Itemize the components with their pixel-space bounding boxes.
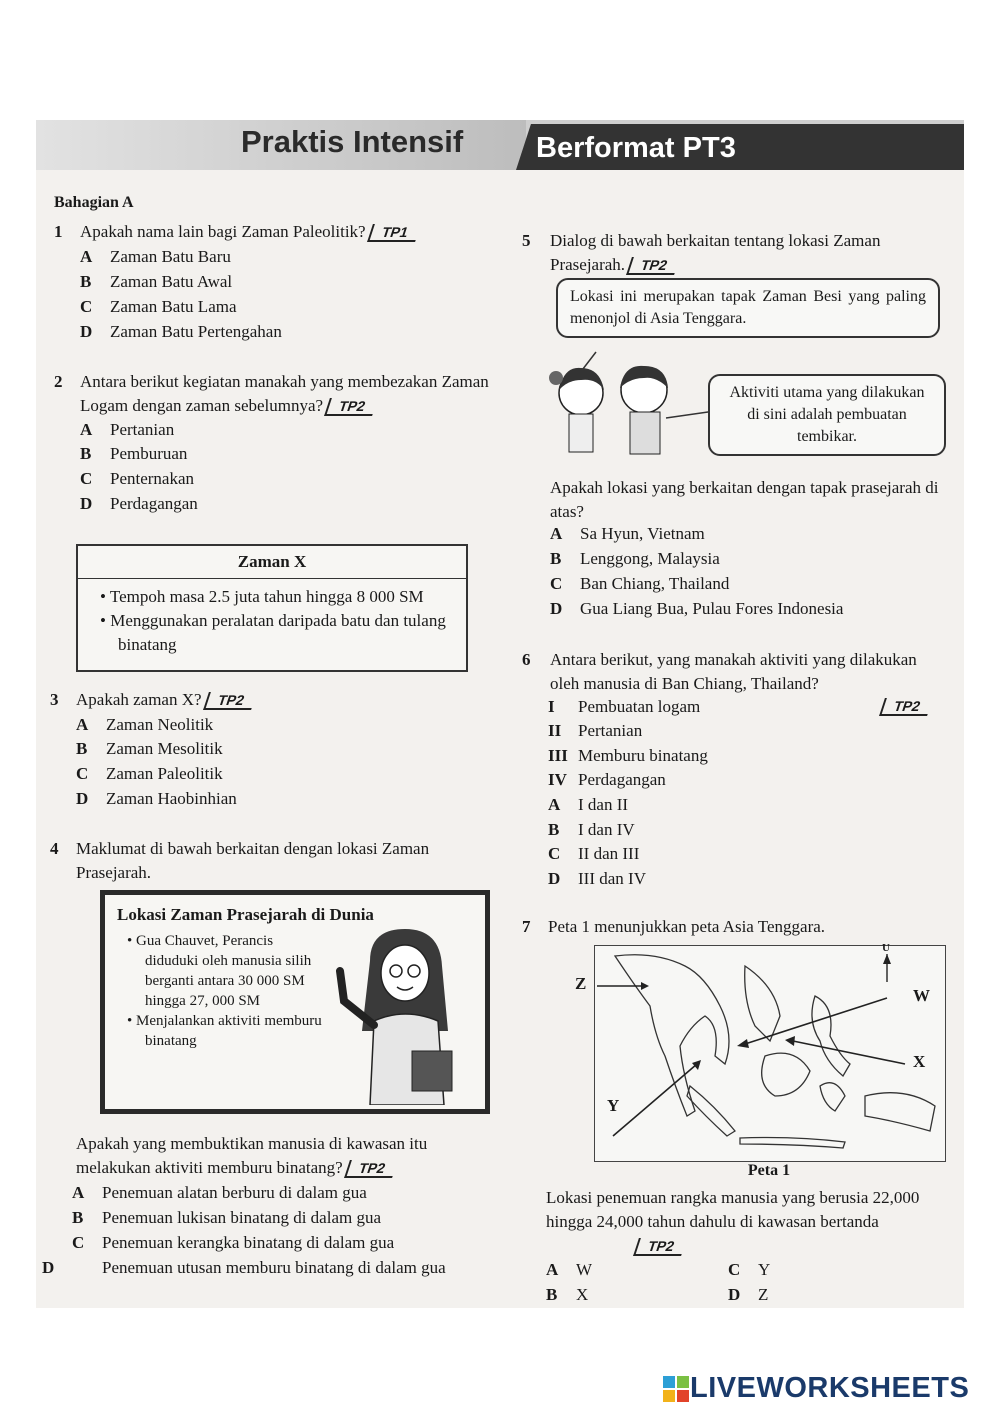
q4-option-a[interactable]: A Penemuan alatan berburu di dalam gua bbox=[72, 1183, 367, 1202]
q4-board bbox=[100, 890, 490, 1114]
q3-number: 3 bbox=[50, 690, 59, 709]
q7-number: 7 bbox=[522, 917, 531, 936]
q3-option-a[interactable]: A Zaman Neolitik bbox=[76, 715, 214, 734]
map-caption: Peta 1 bbox=[747, 1162, 791, 1179]
q6-roman-2: II Pertanian bbox=[548, 721, 643, 740]
q7-option-a[interactable]: A W bbox=[546, 1260, 593, 1279]
q5-option-c[interactable]: C Ban Chiang, Thailand bbox=[550, 574, 730, 593]
map-label-w: W bbox=[913, 986, 930, 1005]
map-label-z: Z bbox=[575, 974, 587, 993]
q4-number: 4 bbox=[50, 839, 59, 858]
q3-text bbox=[76, 688, 253, 712]
q1-option-c[interactable]: C Zaman Batu Lama bbox=[80, 297, 237, 316]
q6-text: Antara berikut, yang manakah aktiviti yang dilakukan oleh manusia di Ban Chiang, Thailand? bbox=[550, 650, 917, 693]
q2-option-a[interactable]: A Pertanian bbox=[80, 420, 175, 439]
q4-board-item: • Gua Chauvet, Perancis diduduki oleh manusia silih berganti antara 30 000 SM hingga 27, 000 SM bbox=[127, 933, 312, 1009]
q2-stem: Antara berikut kegiatan manakah yang membezakan Zaman Logam dengan zaman sebelumnya? bbox=[80, 372, 489, 415]
q5-option-a[interactable]: A Sa Hyun, Vietnam bbox=[550, 524, 705, 543]
header-title-right: Berformat PT3 bbox=[536, 132, 736, 164]
q7-option-b[interactable]: B X bbox=[546, 1285, 589, 1304]
q5-bubble-2: Aktiviti utama yang dilakukan di sini adalah pembuatan tembikar. bbox=[708, 374, 946, 456]
q4-tp-badge: TP2 bbox=[344, 1160, 398, 1178]
map-drawing bbox=[595, 946, 945, 1161]
q1-option-d[interactable]: D Zaman Batu Pertengahan bbox=[80, 322, 282, 341]
worksheet-page bbox=[36, 120, 964, 1308]
q6-roman-1: I Pembuatan logam bbox=[548, 697, 701, 716]
q6-tp-badge: TP2 bbox=[879, 698, 933, 716]
q3-option-b[interactable]: B Zaman Mesolitik bbox=[76, 739, 223, 758]
q6-option-c[interactable]: C II dan III bbox=[548, 844, 640, 863]
q4-board-item: • Menjalankan aktiviti memburu binatang bbox=[127, 1013, 322, 1049]
q4-stem: Apakah yang membuktikan manusia di kawasan itu melakukan aktiviti memburu binatang? bbox=[76, 1134, 428, 1177]
q1-option-b[interactable]: B Zaman Batu Awal bbox=[80, 272, 233, 291]
zaman-x-box bbox=[76, 544, 468, 672]
q1-text bbox=[80, 220, 500, 244]
q1-option-a[interactable]: A Zaman Batu Baru bbox=[80, 247, 231, 266]
q7-tp-badge: TP2 bbox=[633, 1238, 687, 1256]
q3-option-d[interactable]: D Zaman Haobinhian bbox=[76, 789, 237, 808]
q5-tp-badge: TP2 bbox=[626, 257, 680, 275]
teacher-illustration bbox=[330, 921, 480, 1105]
q5-bubble-1: Lokasi ini merupakan tapak Zaman Besi yang paling menonjol di Asia Tenggara. bbox=[556, 278, 940, 338]
q2-option-b[interactable]: B Pemburuan bbox=[80, 444, 188, 463]
q5-question: Apakah lokasi yang berkaitan dengan tapak prasejarah di atas? bbox=[550, 478, 939, 521]
q7-option-d[interactable]: D Z bbox=[728, 1285, 769, 1304]
q6-roman-4: IV Perdagangan bbox=[548, 770, 666, 789]
q7-question bbox=[546, 1186, 946, 1258]
map-label-x: X bbox=[913, 1052, 926, 1071]
q1-tp-badge: TP1 bbox=[367, 224, 421, 242]
q5-option-d[interactable]: D Gua Liang Bua, Pulau Fores Indonesia bbox=[550, 599, 844, 618]
section-title: Bahagian A bbox=[54, 194, 134, 211]
q1-number: 1 bbox=[54, 222, 63, 241]
q7-option-c[interactable]: C Y bbox=[728, 1260, 771, 1279]
q7-stem: Lokasi penemuan rangka manusia yang berusia 22,000 hingga 24,000 tahun dahulu di kawasan bertanda bbox=[546, 1188, 920, 1231]
q2-option-d[interactable]: D Perdagangan bbox=[80, 494, 198, 513]
liveworksheets-brand: LIVEWORKSHEETS bbox=[690, 1372, 970, 1404]
q2-text bbox=[80, 370, 490, 418]
q6-option-b[interactable]: B I dan IV bbox=[548, 820, 635, 839]
q5-stem: Dialog di bawah berkaitan tentang lokasi Zaman Prasejarah. bbox=[550, 231, 881, 274]
q4-option-b[interactable]: B Penemuan lukisan binatang di dalam gua bbox=[72, 1208, 382, 1227]
zaman-x-item: • Menggunakan peralatan daripada batu dan tulang binatang bbox=[100, 611, 446, 654]
q3-tp-badge: TP2 bbox=[203, 692, 257, 710]
q5-text bbox=[550, 229, 945, 277]
map-label-y: Y bbox=[607, 1096, 620, 1115]
q4-option-c[interactable]: C Penemuan kerangka binatang di dalam gua bbox=[72, 1233, 395, 1252]
q3-option-c[interactable]: C Zaman Paleolitik bbox=[76, 764, 223, 783]
q2-tp-badge: TP2 bbox=[324, 398, 378, 416]
children-illustration bbox=[536, 348, 736, 458]
zaman-x-title: Zaman X bbox=[237, 552, 307, 571]
q2-number: 2 bbox=[54, 372, 63, 391]
q6-option-d[interactable]: D III dan IV bbox=[548, 869, 646, 888]
q3-stem: Apakah zaman X? bbox=[76, 690, 202, 709]
zaman-x-item: • Tempoh masa 2.5 juta tahun hingga 8 000 SM bbox=[100, 587, 424, 606]
map-north-label: U bbox=[882, 942, 890, 954]
southeast-asia-map bbox=[575, 942, 946, 1162]
q4-option-d[interactable]: D Penemuan utusan memburu binatang di dalam gua bbox=[42, 1258, 446, 1277]
q5-number: 5 bbox=[522, 231, 531, 250]
q1-stem: Apakah nama lain bagi Zaman Paleolitik? bbox=[80, 222, 366, 241]
q6-number: 6 bbox=[522, 650, 531, 669]
header-title-left: Praktis Intensif bbox=[241, 124, 464, 159]
q4-text: Maklumat di bawah berkaitan dengan lokasi Zaman Prasejarah. bbox=[76, 839, 430, 882]
q2-option-c[interactable]: C Penternakan bbox=[80, 469, 195, 488]
q7-text: Peta 1 menunjukkan peta Asia Tenggara. bbox=[548, 917, 826, 936]
q5-option-b[interactable]: B Lenggong, Malaysia bbox=[550, 549, 720, 568]
q4-question bbox=[76, 1132, 486, 1180]
q6-roman-3: III Memburu binatang bbox=[548, 746, 708, 765]
q4-board-title: Lokasi Zaman Prasejarah di Dunia bbox=[117, 905, 374, 924]
liveworksheets-logo-icon bbox=[663, 1376, 689, 1402]
q6-option-a[interactable]: A I dan II bbox=[548, 795, 629, 814]
